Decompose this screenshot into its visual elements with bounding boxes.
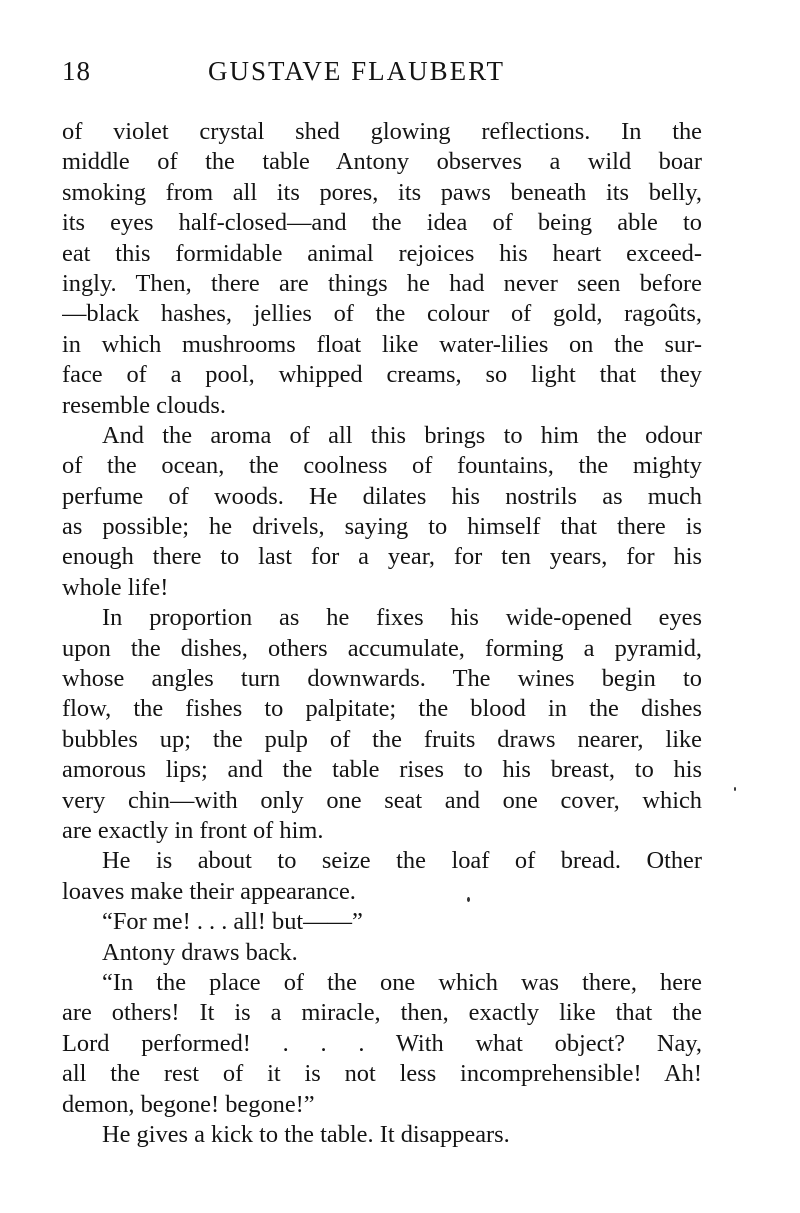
paragraph <box>62 968 702 1120</box>
text-line: He is about to seize the loaf of bread. Other <box>102 847 702 875</box>
text-line: He gives a kick to the table. It disappears. <box>102 1120 510 1148</box>
text-line: “In the place of the one which was there, here <box>102 968 702 996</box>
paragraph <box>62 603 702 846</box>
page-number: 18 <box>62 56 91 86</box>
text-line: loaves make their appearance. <box>62 877 356 905</box>
text-line: amorous lips; and the table rises to his breast, to his <box>62 756 702 784</box>
text-line: whole life! <box>62 573 169 601</box>
text-line: perfume of woods. He dilates his nostrils as much <box>62 482 702 510</box>
text-line: all the rest of it is not less incomprehensible! Ah! <box>62 1060 702 1088</box>
paragraph <box>62 117 702 421</box>
text-line: ingly. Then, there are things he had never seen before <box>62 269 702 297</box>
text-line: “For me! . . . all! but——” <box>102 908 363 936</box>
paragraph <box>62 1120 702 1150</box>
text-line: middle of the table Antony observes a wild boar <box>62 148 702 176</box>
text-line: smoking from all its pores, its paws beneath its belly, <box>62 178 702 206</box>
text-line: are exactly in front of him. <box>62 816 324 844</box>
text-line: very chin—with only one seat and one cover, which <box>62 786 702 814</box>
text-line: And the aroma of all this brings to him the odour <box>102 421 702 449</box>
text-line: are others! It is a miracle, then, exactly like that the <box>62 999 702 1027</box>
text-line: enough there to last for a year, for ten years, for his <box>62 543 702 571</box>
paragraph <box>62 938 702 968</box>
print-speck <box>467 897 470 902</box>
running-head <box>62 56 702 90</box>
text-line: its eyes half-closed—and the idea of being able to <box>62 209 702 237</box>
text-line: —black hashes, jellies of the colour of gold, ragoûts, <box>62 300 702 328</box>
text-line: flow, the fishes to palpitate; the blood in the dishes <box>62 695 702 723</box>
text-line: whose angles turn downwards. The wines begin to <box>62 665 702 693</box>
book-title: GUSTAVE FLAUBERT <box>208 56 505 86</box>
text-line: In proportion as he fixes his wide-opened eyes <box>102 604 702 632</box>
text-line: Lord performed! . . . With what object? Nay, <box>62 1029 702 1057</box>
text-line: of the ocean, the coolness of fountains, the mighty <box>62 452 702 480</box>
text-line: upon the dishes, others accumulate, forming a pyramid, <box>62 634 702 662</box>
text-line: resemble clouds. <box>62 391 226 419</box>
print-speck <box>734 787 736 791</box>
text-line: demon, begone! begone!” <box>62 1090 315 1118</box>
text-line: in which mushrooms float like water-lilies on the sur- <box>62 330 702 358</box>
paragraph <box>62 907 702 937</box>
text-line: as possible; he drivels, saying to himself that there is <box>62 513 702 541</box>
body-text <box>62 117 702 1150</box>
paragraph <box>62 846 702 907</box>
paragraph <box>62 421 702 603</box>
text-line: eat this formidable animal rejoices his heart exceed- <box>62 239 702 267</box>
text-line: Antony draws back. <box>102 938 298 966</box>
text-line: of violet crystal shed glowing reflections. In the <box>62 118 702 145</box>
text-line: face of a pool, whipped creams, so light that they <box>62 361 702 389</box>
text-line: bubbles up; the pulp of the fruits draws nearer, like <box>62 725 702 753</box>
